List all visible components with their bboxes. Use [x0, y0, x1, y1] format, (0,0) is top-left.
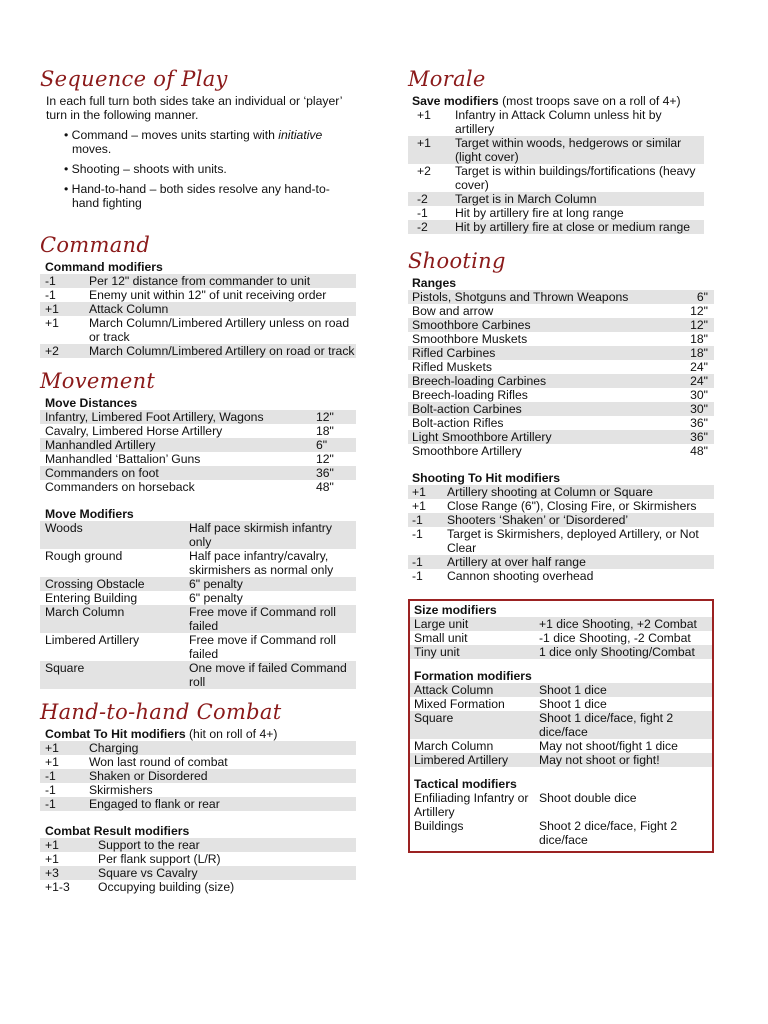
table-row: +1 Charging: [40, 741, 356, 755]
shooting-to-hit-table: [408, 485, 714, 583]
bullet-command-text: • Command – moves units starting with: [64, 128, 275, 142]
command-title: Command: [40, 233, 151, 257]
table-row: March Column Free move if Command roll failed: [40, 605, 356, 633]
command-modifiers-table: [40, 274, 356, 358]
bullet-shooting-text: • Shooting – shoots with units.: [64, 162, 227, 176]
table-row: +2 March Column/Limbered Artillery on road or track: [40, 344, 356, 358]
table-row: -1 Artillery at over half range: [408, 555, 714, 569]
size-modifiers-table: [410, 617, 712, 659]
command-modifiers-heading: Command modifiers: [45, 260, 163, 274]
table-row: Small unit -1 dice Shooting, -2 Combat: [414, 631, 691, 645]
table-row: Smoothbore Carbines 12": [408, 318, 714, 332]
table-row: +1 Per flank support (L/R): [45, 852, 221, 866]
table-row: Buildings Shoot 2 dice/face, Fight 2 dice/face: [414, 819, 678, 847]
combat-to-hit-heading: Combat To Hit modifiers (hit on roll of 4+): [45, 727, 278, 741]
table-row: +3 Square vs Cavalry: [40, 866, 356, 880]
table-row: -1 Engaged to flank or rear: [40, 797, 356, 811]
table-row: Woods Half pace skirmish infantry only: [40, 521, 356, 549]
table-row: Bolt-action Carbines 30": [408, 402, 714, 416]
ranges-heading: Ranges: [412, 276, 457, 290]
morale-title: Morale: [408, 67, 486, 91]
morale-section: [408, 66, 714, 234]
combat-to-hit-table: [40, 741, 356, 811]
table-row: -1 Target is Skirmishers, deployed Artillery, or Not Clear: [412, 527, 699, 555]
table-row: Commanders on foot 36": [40, 466, 356, 480]
table-row: Manhandled ‘Battalion’ Guns 12": [45, 452, 334, 466]
table-row: Smoothbore Muskets 18": [412, 332, 708, 346]
table-row: Large unit +1 dice Shooting, +2 Combat: [410, 617, 712, 631]
table-row: +1 Won last round of combat: [45, 755, 228, 769]
table-row: +1 March Column/Limbered Artillery unless on road or track: [45, 316, 350, 344]
table-row: Rifled Carbines 18": [408, 346, 714, 360]
formation-modifiers-heading: Formation modifiers: [414, 669, 532, 683]
move-distances-heading: Move Distances: [45, 396, 138, 410]
bullet-command-post: moves.: [72, 142, 112, 156]
table-row: Square Shoot 1 dice/face, fight 2 dice/face: [410, 711, 712, 739]
table-row: Rifled Muskets 24": [412, 360, 708, 374]
modifiers-box: [408, 599, 714, 853]
table-row: Bow and arrow 12": [412, 304, 708, 318]
table-row: Smoothbore Artillery 48": [412, 444, 708, 458]
table-row: +1 Target within woods, hedgerows or similar (light cover): [408, 136, 704, 164]
ranges-table: [408, 290, 714, 458]
sequence-of-play-title: Sequence of Play: [40, 67, 228, 91]
table-row: +1 Artillery shooting at Column or Square: [408, 485, 714, 499]
table-row: -1 Shaken or Disordered: [40, 769, 356, 783]
combat-result-heading: Combat Result modifiers: [45, 824, 190, 838]
table-row: +1 Infantry in Attack Column unless hit by artillery: [417, 108, 662, 136]
table-row: Commanders on horseback 48": [45, 480, 334, 494]
movement-title: Movement: [40, 369, 156, 393]
table-row: Breech-loading Carbines 24": [408, 374, 714, 388]
save-modifiers-heading: Save modifiers (most troops save on a roll of 4+): [412, 94, 681, 108]
bullet-hand-to-hand: [64, 182, 356, 210]
command-section: [40, 232, 356, 358]
table-row: Cavalry, Limbered Horse Artillery 18": [45, 424, 334, 438]
tactical-modifiers-heading: Tactical modifiers: [414, 777, 517, 791]
table-row: Enfiliading Infantry or Artillery Shoot double dice: [414, 791, 637, 819]
table-row: Light Smoothbore Artillery 36": [408, 430, 714, 444]
table-row: +1-3 Occupying building (size): [45, 880, 235, 894]
table-row: +1 Attack Column: [40, 302, 356, 316]
table-row: Limbered Artillery Free move if Command roll failed: [45, 633, 336, 661]
hand-to-hand-title: Hand-to-hand Combat: [40, 700, 282, 724]
table-row: -1 Per 12" distance from commander to unit: [40, 274, 356, 288]
tactical-modifiers-table: [410, 791, 712, 847]
shooting-title: Shooting: [408, 249, 506, 273]
bullet-command-emphasis: initiative: [278, 128, 323, 142]
bullet-shooting: [64, 162, 356, 176]
table-row: Pistols, Shotguns and Thrown Weapons 6": [408, 290, 714, 304]
table-row: Attack Column Shoot 1 dice: [410, 683, 712, 697]
bullet-command: [64, 128, 356, 156]
combat-result-table: [40, 838, 356, 894]
shooting-section: [408, 248, 714, 583]
table-row: -1 Hit by artillery fire at long range: [417, 206, 624, 220]
shooting-to-hit-heading: Shooting To Hit modifiers: [412, 471, 561, 485]
table-row: Crossing Obstacle 6" penalty: [40, 577, 356, 591]
right-column: [408, 66, 714, 853]
table-row: +2 Target is within buildings/fortifications (heavy cover): [417, 164, 696, 192]
size-modifiers-heading: Size modifiers: [414, 603, 497, 617]
table-row: +1 Close Range (6"), Closing Fire, or Skirmishers: [412, 499, 697, 513]
table-row: Entering Building 6" penalty: [45, 591, 243, 605]
table-row: +1 Support to the rear: [40, 838, 356, 852]
table-row: Tiny unit 1 dice only Shooting/Combat: [410, 645, 712, 659]
table-row: -1 Skirmishers: [45, 783, 153, 797]
table-row: Breech-loading Rifles 30": [412, 388, 708, 402]
table-row: Mixed Formation Shoot 1 dice: [414, 697, 607, 711]
table-row: -1 Enemy unit within 12" of unit receiving order: [45, 288, 327, 302]
table-row: Square One move if failed Command roll: [40, 661, 356, 689]
table-row: Rough ground Half pace infantry/cavalry, skirmishers as normal only: [45, 549, 334, 577]
table-row: Manhandled Artillery 6": [40, 438, 356, 452]
movement-section: [40, 368, 356, 689]
bullet-hand-to-hand-text: • Hand-to-hand – both sides resolve any hand-to-hand fighting: [64, 182, 330, 210]
move-modifiers-heading: Move Modifiers: [45, 507, 134, 521]
table-row: Infantry, Limbered Foot Artillery, Wagons 12": [40, 410, 356, 424]
table-row: -1 Cannon shooting overhead: [412, 569, 594, 583]
move-modifiers-table: [40, 521, 356, 689]
formation-modifiers-table: [410, 683, 712, 767]
sequence-of-play-section: [40, 66, 356, 210]
table-row: -2 Target is in March Column: [408, 192, 704, 206]
table-row: Bolt-action Rifles 36": [412, 416, 708, 430]
table-row: Limbered Artillery May not shoot or fight!: [410, 753, 712, 767]
left-column: [40, 66, 356, 894]
sequence-intro: In each full turn both sides take an individual or ‘player’ turn in the following manner.: [46, 94, 343, 122]
table-row: March Column May not shoot/fight 1 dice: [414, 739, 678, 753]
hand-to-hand-section: [40, 699, 356, 894]
table-row: -1 Shooters ‘Shaken’ or ‘Disordered’: [408, 513, 714, 527]
table-row: -2 Hit by artillery fire at close or medium range: [408, 220, 704, 234]
save-modifiers-table: [408, 108, 704, 234]
move-distances-table: [40, 410, 356, 494]
